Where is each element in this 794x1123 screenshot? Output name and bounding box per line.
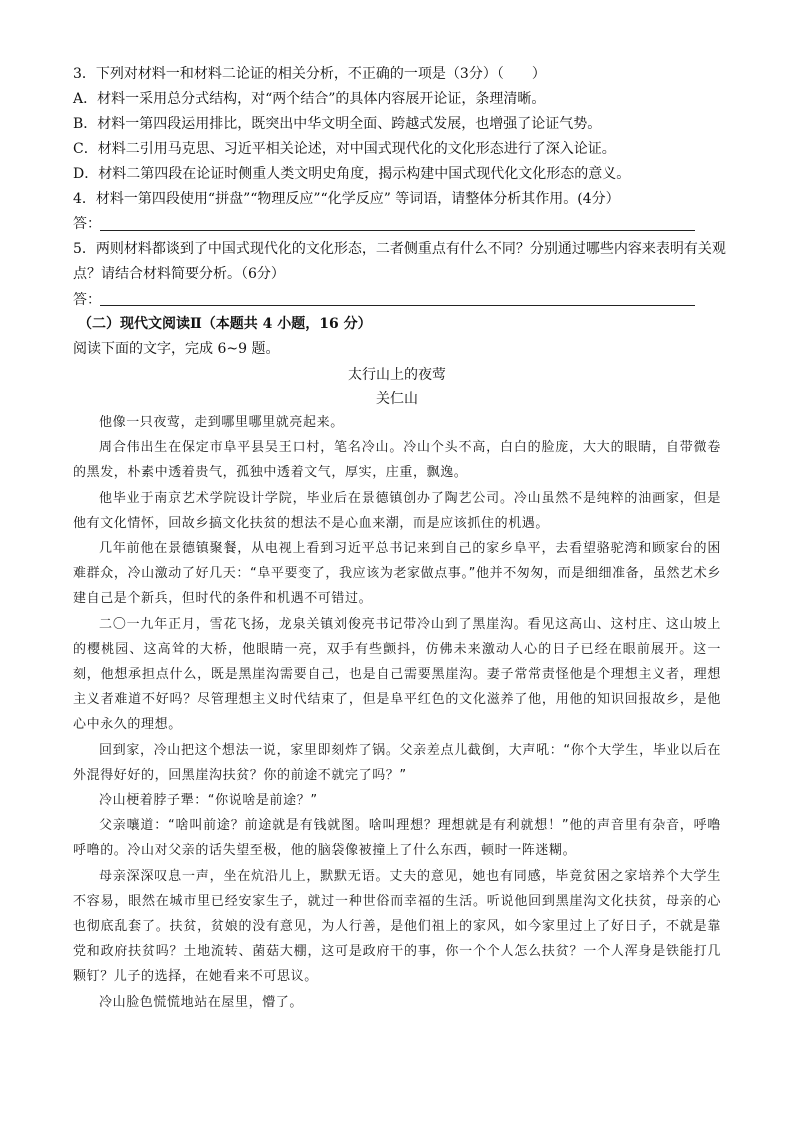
story-title: 太行山上的夜莺 <box>348 367 446 383</box>
answer-line-q4[interactable] <box>100 230 695 231</box>
story-paragraph: 父亲嚷道：“啥叫前途？前途就是有钱就图。啥叫理想？理想就是有利就想！”他的声音里有杂音，呼噜呼噜的。冷山对父亲的话失望至极，他的脑袋像被撞上了什么东西，顿时一阵迷糊。 <box>73 818 721 859</box>
story-paragraph: 二〇一九年正月，雪花飞扬，龙泉关镇刘俊亮书记带冷山到了黑崖沟。看见这高山、这村庄、这山坡上的樱桃园、这高耸的大桥，他眼睛一亮，双手有些颤抖，仿佛未来激动人心的日子已经在眼前展开。这一刻，他想承担点什么，既是黑崖沟需要自己，也是自己需要黑崖沟。妻子常常责怪他是个理想主义者，理想主义者难道不好吗？尽管理想主义时代结束了，但是阜平红色的文化滋养了他，用他的知识回报故乡，是他心中永久的理想。 <box>73 616 721 733</box>
question-3-option-c: C．材料二引用马克思、习近平相关论述，对中国式现代化的文化形态进行了深入论证。 <box>73 141 616 157</box>
question-3-option-b: B．材料一第四段运用排比，既突出中华文明全面、跨越式发展，也增强了论证气势。 <box>73 116 602 132</box>
answer-line-q5[interactable] <box>100 305 695 306</box>
story-paragraph: 周合伟出生在保定市阜平县吴王口村，笔名冷山。冷山个头不高，白白的脸庞，大大的眼睛，自带微卷的黑发，朴素中透着贵气，孤独中透着文气，厚实，庄重，飘逸。 <box>73 440 721 481</box>
story-author: 关仁山 <box>376 391 418 407</box>
section-instruction: 阅读下面的文字，完成 6~9 题。 <box>73 341 280 357</box>
question-3-stem: 3．下列对材料一和材料二论证的相关分析，不正确的一项是（3分）（ ） <box>73 66 546 82</box>
question-5-stem-line1: 5．两则材料都谈到了中国式现代化的文化形态，二者侧重点有什么不同？分别通过哪些内容来表明有关观 <box>73 241 726 257</box>
question-5-stem-line2: 点？请结合材料简要分析。（6分） <box>73 266 285 282</box>
story-paragraph: 几年前他在景德镇聚餐，从电视上看到习近平总书记来到自己的家乡阜平，去看望骆驼湾和顾家台的困难群众，冷山激动了好几天：“阜平要变了，我应该为老家做点事。”他并不匆匆，而是细细准备，虽然艺术乡建自己是个新兵，但时代的条件和机遇不可错过。 <box>73 541 721 607</box>
story-paragraph: 冷山脸色慌慌地站在屋里，懵了。 <box>99 994 304 1010</box>
story-paragraph: 母亲深深叹息一声，坐在炕沿儿上，默默无语。丈夫的意见，她也有同感，毕竟贫困之家培养个大学生不容易，眼然在城市里已经安家生子，就过一种世俗而幸福的生活。听说他回到黑崖沟文化扶贫，母亲的心也彻底乱套了。扶贫，贫娘的没有意见，为人行善，是他们祖上的家风，如今家里过上了好日子，不就是靠党和政府扶贫吗？土地流转、菌菇大棚，这可是政府干的事，你一个个人怎么扶贫？一个人浑身是铁能打几颗钉？儿子的选择，在她看来不可思议。 <box>73 868 721 985</box>
answer-label-q5: 答： <box>73 292 101 308</box>
story-paragraph: 冷山梗着脖子犟：“你说啥是前途？” <box>99 793 318 809</box>
story-paragraph: 回到家，冷山把这个想法一说，家里即刻炸了锅。父亲差点儿截倒，大声吼：“你个大学生，毕业以后在外混得好好的，回黑崖沟扶贫？你的前途不就完了吗？” <box>73 742 721 783</box>
question-3-option-d: D．材料二第四段在论证时侧重人类文明史角度，揭示构建中国式现代化文化形态的意义。 <box>73 166 631 182</box>
section-heading: （二）现代文阅读Ⅱ（本题共 4 小题，16 分） <box>78 316 372 332</box>
question-4-stem: 4．材料一第四段使用“拼盘”“物理反应”“化学反应” 等词语，请整体分析其作用。(4分） <box>73 191 620 207</box>
story-paragraph: 他像一只夜莺，走到哪里哪里就亮起来。 <box>99 415 344 430</box>
answer-label-q4: 答： <box>73 216 101 232</box>
story-paragraph: 他毕业于南京艺术学院设计学院，毕业后在景德镇创办了陶艺公司。冷山虽然不是纯粹的油画家，但是他有文化情怀，回故乡搞文化扶贫的想法不是心血来潮，而是应该抓住的机遇。 <box>73 490 721 531</box>
story-body <box>73 410 721 1015</box>
question-3-option-a: A．材料一采用总分式结构，对“两个结合”的具体内容展开论证，条理清晰。 <box>73 91 546 107</box>
